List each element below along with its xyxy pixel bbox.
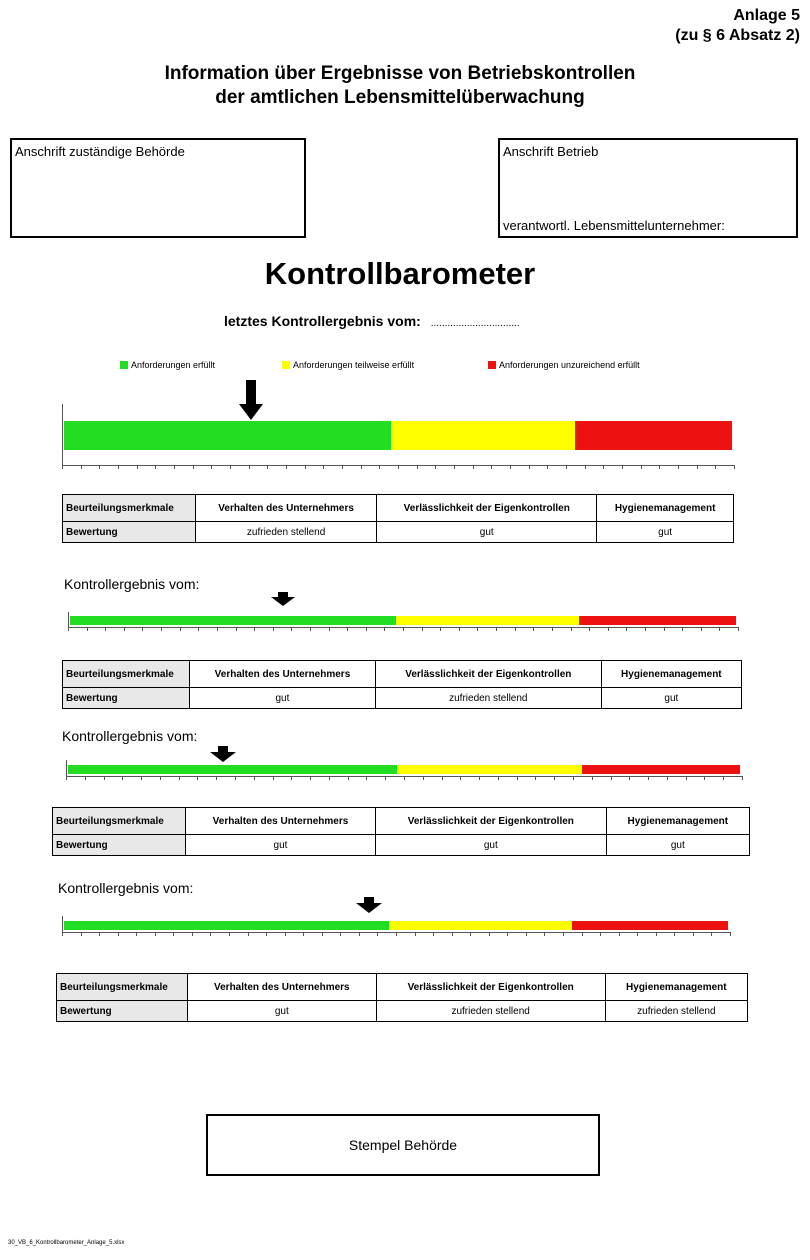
axis-tick [701, 627, 702, 631]
marker-arrow-4 [356, 897, 382, 913]
self-checks-header: Verlässlichkeit der Eigenkontrollen [377, 495, 597, 522]
axis-tick [440, 627, 441, 631]
operator-behavior-header: Verhalten des Unternehmers [186, 808, 376, 835]
axis-tick [526, 932, 527, 936]
evaluation-table-1 [62, 494, 734, 543]
axis-tick [460, 776, 461, 780]
axis-tick [582, 932, 583, 936]
axis-tick [686, 776, 687, 780]
axis-tick [323, 465, 324, 469]
axis-tick [322, 932, 323, 936]
hygiene-management-header: Hygienemanagement [605, 974, 747, 1001]
legend-swatch-red [488, 361, 496, 369]
axis-tick [608, 627, 609, 631]
axis-tick [254, 627, 255, 631]
axis-tick [217, 627, 218, 631]
rating-label: Bewertung [57, 1001, 188, 1022]
axis-tick [552, 627, 553, 631]
axis-tick [310, 627, 311, 631]
authority-address-label: Anschrift zuständige Behörde [15, 144, 185, 159]
bar-axis-vertical [62, 404, 63, 468]
bar-ticks-1 [62, 465, 734, 469]
bar-segment-yellow [397, 765, 582, 774]
business-address-box [498, 138, 798, 238]
barometer-title: Kontrollbarometer [264, 256, 536, 291]
hygiene-management-value: gut [606, 835, 749, 856]
axis-tick [697, 465, 698, 469]
operator-behavior-value: zufrieden stellend [196, 522, 377, 543]
self-checks-value: gut [375, 835, 606, 856]
axis-tick [533, 627, 534, 631]
bar-ticks-4 [62, 932, 730, 936]
axis-tick [563, 932, 564, 936]
axis-tick [104, 776, 105, 780]
title-line-2: der amtlichen Lebensmittelüberwachung [215, 87, 585, 108]
axis-tick [622, 465, 623, 469]
self-checks-value: zufrieden stellend [376, 1001, 605, 1022]
barometer-bar-3 [68, 765, 740, 774]
legend-label: Anforderungen erfüllt [131, 360, 216, 370]
legend-swatch-yellow [282, 361, 290, 369]
bar-ticks-3 [66, 776, 742, 780]
axis-tick [585, 465, 586, 469]
axis-tick [340, 932, 341, 936]
operator-behavior-header: Verhalten des Unternehmers [190, 661, 376, 688]
bar-segment-red [579, 616, 736, 625]
self-checks-header: Verlässlichkeit der Eigenkontrollen [376, 974, 605, 1001]
axis-tick [347, 627, 348, 631]
axis-tick [81, 932, 82, 936]
axis-tick [235, 776, 236, 780]
axis-tick [417, 465, 418, 469]
axis-tick [611, 776, 612, 780]
axis-tick [517, 776, 518, 780]
last-result-value: ................................ [430, 318, 520, 329]
criteria-header: Beurteilungsmerkmale [63, 495, 196, 522]
axis-tick [216, 776, 217, 780]
axis-tick [329, 627, 330, 631]
authority-stamp-box [206, 1114, 600, 1176]
axis-tick [535, 776, 536, 780]
axis-tick [305, 465, 306, 469]
axis-tick [678, 465, 679, 469]
operator-behavior-header: Verhalten des Unternehmers [188, 974, 377, 1001]
axis-tick [734, 465, 735, 469]
title-line-1: Information über Ergebnisse von Betriebskontrollen [164, 63, 636, 84]
axis-tick [229, 932, 230, 936]
axis-tick [637, 932, 638, 936]
operator-behavior-value: gut [190, 688, 376, 709]
footer-filename: 30_VB_6_Kontrollbarometer_Anlage_5.xlsx [8, 1240, 125, 1246]
axis-tick [173, 932, 174, 936]
axis-tick [249, 465, 250, 469]
axis-tick [423, 776, 424, 780]
hygiene-management-header: Hygienemanagement [601, 661, 741, 688]
hygiene-management-header: Hygienemanagement [597, 495, 734, 522]
axis-tick [693, 932, 694, 936]
hygiene-management-value: zufrieden stellend [605, 1001, 747, 1022]
axis-tick [210, 932, 211, 936]
axis-tick [366, 776, 367, 780]
axis-tick [81, 465, 82, 469]
axis-tick [310, 776, 311, 780]
self-checks-header: Verlässlichkeit der Eigenkontrollen [375, 661, 601, 688]
axis-tick [571, 627, 572, 631]
evaluation-table-2 [62, 660, 742, 709]
axis-tick [267, 465, 268, 469]
axis-tick [155, 932, 156, 936]
axis-tick [87, 627, 88, 631]
axis-tick [384, 627, 385, 631]
barometer-bar-1 [64, 421, 732, 450]
axis-tick [742, 776, 743, 780]
axis-tick [254, 776, 255, 780]
bar-segment-green [64, 921, 389, 930]
document-title [0, 62, 800, 110]
rating-label: Bewertung [53, 835, 186, 856]
axis-tick [248, 932, 249, 936]
axis-tick [547, 465, 548, 469]
axis-tick [193, 465, 194, 469]
axis-tick [674, 932, 675, 936]
criteria-header: Beurteilungsmerkmale [63, 661, 190, 688]
annex-paragraph: (zu § 6 Absatz 2) [675, 27, 800, 44]
axis-tick [303, 932, 304, 936]
axis-tick [230, 465, 231, 469]
axis-tick [155, 465, 156, 469]
axis-tick [589, 627, 590, 631]
marker-arrow-2 [271, 592, 295, 606]
axis-tick [404, 776, 405, 780]
axis-tick [291, 776, 292, 780]
self-checks-header: Verlässlichkeit der Eigenkontrollen [375, 808, 606, 835]
hygiene-management-value: gut [601, 688, 741, 709]
axis-tick [62, 932, 63, 936]
annex-number: Anlage 5 [733, 7, 800, 24]
axis-tick [496, 627, 497, 631]
axis-tick [385, 776, 386, 780]
axis-tick [507, 932, 508, 936]
operator-behavior-header: Verhalten des Unternehmers [196, 495, 377, 522]
axis-tick [592, 776, 593, 780]
result-heading-2: Kontrollergebnis vom: [64, 576, 200, 592]
operator-behavior-value: gut [188, 1001, 377, 1022]
axis-tick [137, 465, 138, 469]
bar-segment-red [572, 921, 728, 930]
axis-tick [479, 776, 480, 780]
axis-tick [329, 776, 330, 780]
axis-tick [659, 465, 660, 469]
axis-tick [273, 776, 274, 780]
axis-tick [192, 932, 193, 936]
business-address-label: Anschrift Betrieb [503, 144, 599, 159]
annex-label [675, 6, 800, 46]
axis-tick [422, 627, 423, 631]
axis-tick [498, 776, 499, 780]
axis-tick [715, 465, 716, 469]
axis-tick [723, 776, 724, 780]
axis-tick [711, 932, 712, 936]
rating-label: Bewertung [63, 688, 190, 709]
axis-tick [619, 932, 620, 936]
axis-tick [66, 776, 67, 780]
axis-tick [161, 627, 162, 631]
evaluation-table-4 [56, 973, 748, 1022]
axis-tick [454, 465, 455, 469]
axis-tick [197, 776, 198, 780]
axis-tick [179, 776, 180, 780]
axis-tick [348, 776, 349, 780]
axis-tick [273, 627, 274, 631]
axis-tick [62, 465, 63, 469]
axis-tick [641, 465, 642, 469]
axis-tick [236, 627, 237, 631]
axis-tick [124, 627, 125, 631]
axis-tick [477, 627, 478, 631]
axis-tick [141, 776, 142, 780]
axis-tick [442, 776, 443, 780]
axis-tick [99, 932, 100, 936]
axis-tick [136, 932, 137, 936]
axis-tick [359, 932, 360, 936]
axis-tick [459, 627, 460, 631]
bar-segment-red [582, 765, 740, 774]
criteria-header: Beurteilungsmerkmale [53, 808, 186, 835]
barometer-bar-2 [70, 616, 736, 625]
bar-segment-green [70, 616, 396, 625]
axis-tick [99, 465, 100, 469]
axis-tick [629, 776, 630, 780]
axis-tick [266, 932, 267, 936]
axis-tick [452, 932, 453, 936]
self-checks-value: zufrieden stellend [375, 688, 601, 709]
legend-item-insufficient [488, 360, 640, 370]
operator-behavior-value: gut [186, 835, 376, 856]
axis-tick [403, 627, 404, 631]
axis-tick [68, 627, 69, 631]
legend-swatch-green [120, 361, 128, 369]
axis-tick [573, 776, 574, 780]
axis-tick [491, 465, 492, 469]
axis-tick [603, 465, 604, 469]
axis-tick [433, 932, 434, 936]
bar-segment-yellow [396, 616, 579, 625]
axis-tick [626, 627, 627, 631]
axis-tick [211, 465, 212, 469]
axis-tick [515, 627, 516, 631]
result-heading-4: Kontrollergebnis vom: [58, 880, 194, 896]
marker-arrow-3 [210, 746, 236, 762]
axis-tick [667, 776, 668, 780]
axis-tick [286, 465, 287, 469]
axis-tick [160, 776, 161, 780]
axis-tick [118, 932, 119, 936]
axis-tick [142, 627, 143, 631]
axis-tick [648, 776, 649, 780]
legend-item-fulfilled [120, 360, 215, 370]
bar-segment-green [68, 765, 397, 774]
last-result-label: letztes Kontrollergebnis vom: [224, 313, 421, 329]
self-checks-value: gut [377, 522, 597, 543]
axis-tick [730, 932, 731, 936]
last-result-line [224, 313, 520, 329]
axis-tick [435, 465, 436, 469]
axis-tick [719, 627, 720, 631]
evaluation-table-3 [52, 807, 750, 856]
operator-label: verantwortl. Lebensmittelunternehmer: [503, 218, 725, 233]
axis-tick [415, 932, 416, 936]
barometer-bar-4 [64, 921, 728, 930]
axis-tick [122, 776, 123, 780]
axis-tick [366, 627, 367, 631]
axis-tick [285, 932, 286, 936]
legend-label: Anforderungen unzureichend erfüllt [499, 360, 640, 370]
axis-tick [656, 932, 657, 936]
axis-tick [529, 465, 530, 469]
axis-tick [645, 627, 646, 631]
axis-tick [85, 776, 86, 780]
axis-tick [470, 932, 471, 936]
axis-tick [342, 465, 343, 469]
stamp-label: Stempel Behörde [348, 1137, 458, 1153]
bar-segment-yellow [391, 421, 575, 450]
bar-ticks-2 [68, 627, 738, 631]
axis-tick [566, 465, 567, 469]
axis-tick [379, 465, 380, 469]
axis-tick [198, 627, 199, 631]
authority-address-box [10, 138, 306, 238]
result-heading-3: Kontrollergebnis vom: [62, 728, 198, 744]
axis-tick [174, 465, 175, 469]
axis-tick [738, 627, 739, 631]
axis-tick [291, 627, 292, 631]
axis-tick [180, 627, 181, 631]
axis-tick [489, 932, 490, 936]
bar-segment-green [64, 421, 391, 450]
axis-tick [105, 627, 106, 631]
axis-tick [118, 465, 119, 469]
legend-label: Anforderungen teilweise erfüllt [293, 360, 415, 370]
axis-tick [704, 776, 705, 780]
hygiene-management-header: Hygienemanagement [606, 808, 749, 835]
rating-label: Bewertung [63, 522, 196, 543]
legend-item-partial [282, 360, 414, 370]
axis-tick [664, 627, 665, 631]
hygiene-management-value: gut [597, 522, 734, 543]
axis-tick [361, 465, 362, 469]
axis-tick [544, 932, 545, 936]
axis-tick [510, 465, 511, 469]
criteria-header: Beurteilungsmerkmale [57, 974, 188, 1001]
marker-arrow-1 [239, 380, 263, 420]
bar-segment-red [575, 421, 732, 450]
bar-segment-yellow [389, 921, 572, 930]
axis-tick [377, 932, 378, 936]
axis-tick [398, 465, 399, 469]
axis-tick [600, 932, 601, 936]
axis-tick [682, 627, 683, 631]
axis-tick [554, 776, 555, 780]
axis-tick [396, 932, 397, 936]
axis-tick [473, 465, 474, 469]
